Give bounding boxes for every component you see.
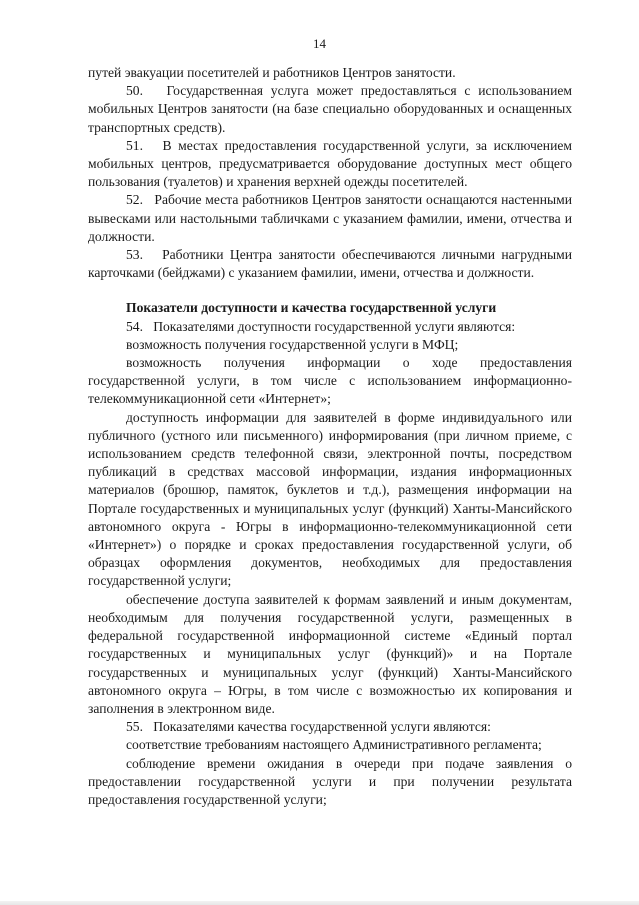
- page-number: 14: [313, 36, 326, 51]
- section-heading: Показатели доступности и качества государственной услуги: [126, 300, 497, 316]
- paragraph-53: 53. Работники Центра занятости обеспечиваются личными нагрудными карточками (бейджами) с указанием фамилии, имени, отчества и должности.: [88, 247, 572, 281]
- list-item-compliance: соответствие требованиям настоящего Административного регламента;: [126, 737, 542, 753]
- page-bottom-edge: [0, 901, 639, 905]
- list-item-waiting-time: соблюдение времени ожидания в очереди при подаче заявления о предоставлении государственной услуги и при получении результата предоставления государственной услуги;: [88, 755, 572, 807]
- list-item-mfc: возможность получения государственной услуги в МФЦ;: [126, 336, 459, 352]
- paragraph-51: 51. В местах предоставления государственной услуги, за исключением мобильных центров, предусматривается оборудование доступных мест общего пользования (туалетов) и хранения верхней одежды посетителей.: [88, 137, 572, 190]
- paragraph-continuation: путей эвакуации посетителей и работников Центров занятости.: [88, 65, 456, 80]
- paragraph-52: 52. Рабочие места работников Центров занятости оснащаются настенными вывесками или настольными табличками с указанием фамилии, имени, отчества и должности.: [88, 192, 572, 244]
- list-item-forms-access: обеспечение доступа заявителей к формам заявлений и иным документам, необходимым для получения государственной услуги, размещенных в федеральной государственной информационной системе «Единый портал государственных и муниципальных услуг (функций)» и на Портале государственных и муниципальных услуг (функций) Ханты-Мансийского автономного округа – Югры, в том числе с возможностью их копирования и заполнения в электронном виде.: [88, 591, 572, 716]
- list-item-info-availability: доступность информации для заявителей в форме индивидуального или публичного (устного или письменного) информирования (при личном приеме, с использованием средств телефонной связи, электронной почты, посредством публикаций в средствах массовой информации, издания информационных материалов (брошюр, памяток, буклетов и т.д.), размещения информации на Портале государственных и муниципальных услуг (функций) Ханты-Мансийского автономного округа - Югры в информационно-телекоммуникационной сети «Интернет») о порядке и сроках предоставления государственной услуги, об образцах оформления документов, необходимых для предоставления государственной услуги;: [88, 409, 572, 589]
- list-item-info-progress: возможность получения информации о ходе предоставления государственной услуги, в том числе с использованием информационно-телекоммуникационной сети «Интернет»;: [88, 355, 572, 407]
- paragraph-54: 54. Показателями доступности государственной услуги являются:: [126, 318, 516, 334]
- paragraph-55: 55. Показателями качества государственной услуги являются:: [126, 719, 491, 735]
- document-body: [88, 64, 572, 809]
- paragraph-50: 50. Государственная услуга может предоставляться с использованием мобильных Центров занятости (на базе специально оборудованных и оснащенных транспортных средств).: [88, 83, 572, 135]
